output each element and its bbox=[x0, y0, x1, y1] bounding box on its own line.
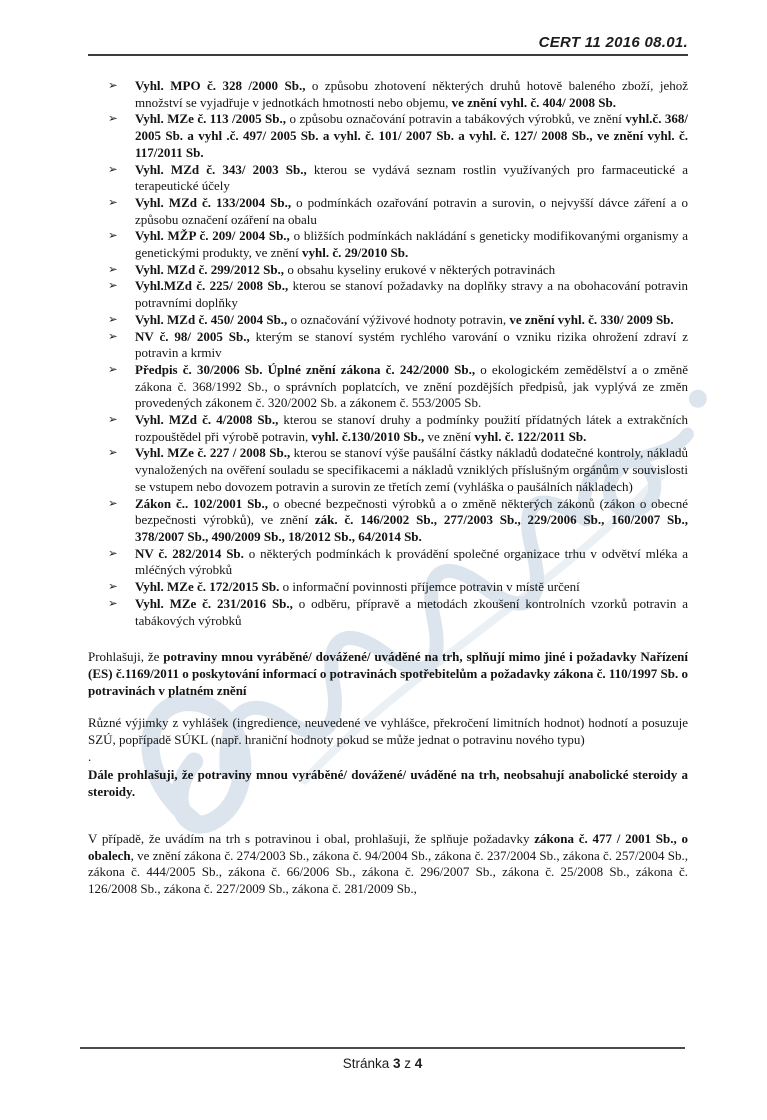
arrow-bullet-icon: ➢ bbox=[108, 597, 118, 610]
item-text bbox=[135, 228, 688, 260]
header-rule bbox=[88, 54, 688, 56]
page-number bbox=[343, 1056, 423, 1071]
text-run: , ve znění zákona č. 274/2003 Sb., zákona č. 94/2004 Sb., zákona č. 237/2004 Sb., zákona č. 257/2004 Sb., zákona č. 444/2005 Sb., zákona č. 66/2006 Sb., zákona č. 296/2007 Sb., zákona č. 25/2008 Sb., zákona č. 126/2008 Sb., zákona č. 227/2009 Sb., zákona č. 281/2009 Sb., bbox=[88, 847, 688, 896]
paragraph bbox=[88, 749, 688, 766]
arrow-bullet-icon: ➢ bbox=[108, 80, 118, 92]
arrow-bullet-icon: ➢ bbox=[108, 414, 118, 427]
item-text bbox=[135, 262, 555, 277]
list-item bbox=[108, 278, 688, 311]
text-run: o označování výživové hodnoty potravin, bbox=[287, 311, 510, 327]
text-run: kterým se stanoví systém rychlého varování o vzniku rizika ohrožení zdraví z potravin a krmiv bbox=[135, 328, 688, 361]
item-text bbox=[135, 78, 688, 110]
list-item bbox=[108, 195, 688, 228]
arrow-bullet-icon: ➢ bbox=[108, 581, 118, 594]
bold-run: Vyhl. MZd č. 299/2012 Sb., bbox=[135, 261, 285, 277]
text-run: . bbox=[88, 748, 92, 764]
text-run: o způsobu zhotovení některých druhů hotově baleného zboží, jehož množství se vyjadřuje v jednotkách hmotnosti nebo objemu, bbox=[135, 78, 689, 110]
arrow-bullet-icon: ➢ bbox=[108, 330, 118, 343]
paragraph bbox=[88, 831, 688, 898]
text-run: kterou se stanoví druhy a podmínky použití přídatných látek a extrakčních rozpouštědel při výrobě potravin, bbox=[135, 412, 688, 444]
arrow-bullet-icon: ➢ bbox=[108, 280, 118, 293]
bold-run: Vyhl. MZd č. 4/2008 Sb., bbox=[135, 412, 279, 428]
item-text bbox=[135, 312, 674, 327]
bold-run: vyhl.č. 368/ 2005 Sb. a vyhl .č. 497/ 2005 Sb. a vyhl. č. 101/ 2007 Sb. a vyhl. č. 127/ 2008 Sb., ve znění vyhl. č. 117/2011 Sb. bbox=[135, 111, 688, 160]
item-text bbox=[135, 579, 580, 594]
bold-run: ve znění vyhl. č. 404/ 2008 Sb. bbox=[451, 94, 616, 110]
list-item bbox=[108, 329, 688, 362]
text-run: Stránka bbox=[342, 1056, 393, 1071]
list-item bbox=[108, 579, 688, 596]
bold-run: vyhl. č. 122/2011 Sb. bbox=[474, 428, 587, 444]
list-item bbox=[108, 596, 688, 629]
bold-run: Vyhl. MZe č. 227 / 2008 Sb., bbox=[135, 445, 291, 461]
text-run: Různé výjimky z vyhlášek (ingredience, neuvedené ve vyhlášce, překročení limitních hodnot) hodnotí a posuzuje SZÚ, popřípadě SÚKL (např. hraniční hodnoty pokud se může jednat o potravinu nového typu) bbox=[88, 715, 688, 748]
doc-code: CERT 11 2016 08.01. bbox=[538, 34, 688, 51]
text-run: Prohlašuji, že bbox=[88, 649, 164, 665]
bold-run: Dále prohlašuji, že potraviny mnou vyráběné/ dovážené/ uváděné na trh, neobsahují anabolické steroidy a steroidy. bbox=[88, 767, 688, 800]
bold-run: Vyhl. MPO č. 328 /2000 Sb., bbox=[135, 78, 306, 93]
list-item bbox=[108, 496, 688, 546]
declarations bbox=[88, 649, 688, 897]
text-run: o způsobu označování potravin a tabákových výrobků, ve znění bbox=[286, 111, 626, 127]
list-item bbox=[108, 412, 688, 445]
text-run: o podmínkách ozařování potravin a surovin, o nejvyšší dávce záření a o způsobu označení ozáření na obalu bbox=[135, 194, 688, 227]
list-item bbox=[108, 162, 688, 195]
text-run: o obecné bezpečnosti výrobků a o změně některých zákonů (zákon o obecné bezpečnosti výrobků), ve znění bbox=[135, 495, 688, 528]
item-text bbox=[135, 278, 688, 310]
text-run: o bližších podmínkách nakládání s geneticky modifikovanými organismy a genetickými produkty, ve znění bbox=[135, 228, 688, 261]
text-run: o ekologickém zemědělství a o změně zákona č. 368/1992 Sb., o správních poplatcích, ve znění pozdějších předpisů, jak vyplývá ze změn provedených zákonem č. 320/2002 Sb. a zákonem č. 553/2005 Sb. bbox=[135, 361, 688, 411]
document-page bbox=[0, 34, 767, 1120]
bold-run: Vyhl. MZd č. 133/2004 Sb., bbox=[135, 194, 292, 210]
item-text bbox=[135, 596, 688, 628]
list-item bbox=[108, 78, 688, 111]
arrow-bullet-icon: ➢ bbox=[108, 163, 118, 176]
bold-run: zák. č. 146/2002 Sb., 277/2003 Sb., 229/2006 Sb., 160/2007 Sb., 378/2007 Sb., 490/2009 Sb., 18/2012 Sb., 64/2014 Sb. bbox=[135, 512, 688, 544]
arrow-bullet-icon: ➢ bbox=[108, 263, 118, 276]
bold-run: NV č. 98/ 2005 Sb., bbox=[135, 328, 250, 344]
list-item bbox=[108, 262, 688, 279]
bold-run: potraviny mnou vyráběné/ dovážené/ uváděné na trh, splňují mimo jiné i požadavky Nařízení (ES) č.1169/2011 o poskytování informací o potravinách spotřebitelům a požadavky zákona č. 110/1997 Sb. o potravinách v platném znění bbox=[88, 649, 689, 698]
item-text bbox=[135, 111, 688, 159]
list-item bbox=[108, 228, 688, 261]
arrow-bullet-icon: ➢ bbox=[108, 196, 118, 209]
item-text bbox=[135, 329, 688, 361]
bold-run: 3 bbox=[392, 1056, 401, 1071]
arrow-bullet-icon: ➢ bbox=[108, 547, 118, 560]
text-run: z bbox=[400, 1056, 415, 1071]
text-run: kterou se stanoví požadavky na doplňky stravy a na obohacování potravin potravními doplňky bbox=[135, 278, 688, 311]
footer bbox=[80, 1056, 685, 1071]
bold-run: Vyhl.MZd č. 225/ 2008 Sb., bbox=[135, 278, 289, 294]
arrow-bullet-icon: ➢ bbox=[108, 230, 118, 243]
arrow-bullet-icon: ➢ bbox=[108, 313, 118, 326]
bold-run: Předpis č. 30/2006 Sb. Úplné znění zákona č. 242/2000 Sb., bbox=[135, 361, 476, 377]
item-text bbox=[135, 445, 688, 493]
text-run: V případě, že uvádím na trh s potravinou i obal, prohlašuji, že splňuje požadavky bbox=[88, 830, 535, 846]
text-run: o některých podmínkách k provádění společné organizace trhu v odvětví mléka a mléčných výrobků bbox=[135, 545, 688, 578]
text-run: o informační povinnosti příjemce potravin v místě určení bbox=[279, 579, 580, 595]
text-run: o odběru, přípravě a metodách zkoušení kontrolních vzorků potravin a tabákových výrobků bbox=[135, 595, 688, 628]
bold-run: ve znění vyhl. č. 330/ 2009 Sb. bbox=[509, 311, 674, 327]
paragraph bbox=[88, 767, 688, 800]
bold-run: vyhl. č.130/2010 Sb., bbox=[311, 428, 425, 444]
arrow-bullet-icon: ➢ bbox=[108, 497, 118, 510]
bold-run: Vyhl. MŽP č. 209/ 2004 Sb., bbox=[135, 228, 290, 244]
paragraph bbox=[88, 715, 688, 748]
paragraph bbox=[88, 649, 688, 699]
item-text bbox=[135, 195, 688, 227]
bold-run: Vyhl. MZd č. 450/ 2004 Sb., bbox=[135, 311, 288, 327]
bold-run: Vyhl. MZd č. 343/ 2003 Sb., bbox=[135, 161, 307, 177]
text-run: o obsahu kyseliny erukové v některých potravinách bbox=[284, 261, 556, 277]
bold-run: NV č. 282/2014 Sb. bbox=[135, 545, 244, 561]
arrow-bullet-icon: ➢ bbox=[108, 447, 118, 460]
item-text bbox=[135, 162, 688, 194]
list-item bbox=[108, 312, 688, 329]
bold-run: Vyhl. MZe č. 231/2016 Sb., bbox=[135, 595, 293, 611]
arrow-bullet-icon: ➢ bbox=[108, 113, 118, 126]
list-item bbox=[108, 362, 688, 412]
list-item bbox=[108, 546, 688, 579]
item-text bbox=[135, 496, 688, 544]
text-run: kterou se vydává seznam rostlin využívaných pro farmaceutické a terapeutické účely bbox=[135, 161, 688, 194]
header bbox=[88, 34, 688, 51]
regulation-list bbox=[108, 78, 688, 629]
list-item bbox=[108, 445, 688, 495]
bold-run: vyhl. č. 29/2010 Sb. bbox=[302, 245, 409, 261]
bold-run: zákona č. 477 / 2001 Sb., o obalech bbox=[88, 830, 689, 863]
text-run: kterou se stanoví výše paušální částky nákladů dodatečné kontroly, nákladů vynaložených na ověření souladu se specifikacemi a nákladů vzniklých příslušným orgánům v souvislosti se vstupem nebo dovozem potravin a surovin ze třetích zemí (vyhláška o paušálních nákladech) bbox=[135, 445, 688, 494]
bold-run: Vyhl. MZe č. 113 /2005 Sb., bbox=[135, 111, 287, 127]
bold-run: Vyhl. MZe č. 172/2015 Sb. bbox=[135, 579, 280, 595]
arrow-bullet-icon: ➢ bbox=[108, 363, 118, 376]
item-text bbox=[135, 412, 688, 444]
bold-run: Zákon č.. 102/2001 Sb., bbox=[135, 495, 269, 511]
item-text bbox=[135, 546, 688, 578]
footer-rule bbox=[80, 1047, 685, 1049]
text-run: ve znění bbox=[424, 428, 475, 444]
bold-run: 4 bbox=[414, 1056, 423, 1071]
item-text bbox=[135, 362, 688, 410]
list-item bbox=[108, 111, 688, 161]
